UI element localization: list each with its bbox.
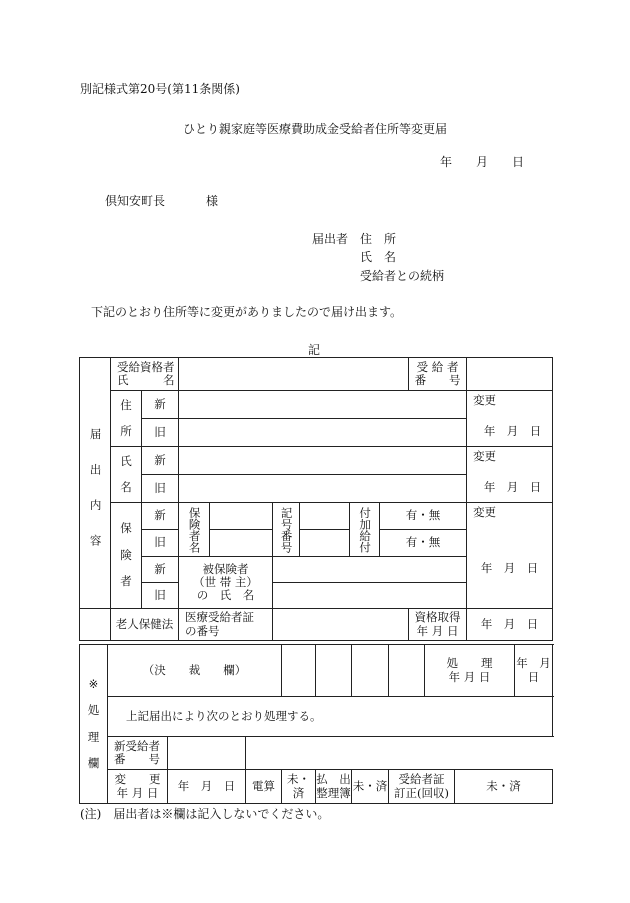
recipient-number-field[interactable] (467, 358, 553, 391)
change-date-label: 変 更 年 月 日 (108, 770, 168, 804)
name-change-cell (467, 447, 553, 503)
applicant-name-label: 氏 名 (360, 250, 397, 264)
cert-fix-status[interactable]: 未・済 (455, 770, 553, 804)
recipient-name-field[interactable] (179, 358, 409, 391)
section-label-cell (80, 391, 111, 609)
honorific: 様 (206, 194, 219, 208)
applicant-relation-label: 受給者との続柄 (360, 269, 445, 283)
cert-fix-label: 受給者証 訂正(回収) (389, 770, 455, 804)
blank-corner (80, 358, 111, 391)
form-title: ひとり親家庭等医療費助成金受給者住所等変更届 (183, 122, 448, 136)
insured-new-field[interactable] (273, 557, 467, 583)
office-use-label: ※ 処 理 欄 (80, 645, 108, 804)
dependents-label: 付加給付 (358, 506, 373, 553)
symbol-number-label: 記号番号 (279, 506, 294, 553)
insurer-change-label: 変更 (467, 503, 553, 530)
dependents-new-yesno[interactable]: 有・無 (380, 503, 467, 530)
medical-cert-field[interactable] (273, 609, 409, 641)
addressee: 倶知安町長 (105, 194, 166, 208)
address-old-label: 旧 (142, 419, 179, 447)
insurer-name-label-cell (179, 503, 210, 557)
insurer-name-new-field[interactable] (210, 503, 273, 530)
ki-heading: 記 (308, 343, 321, 357)
change-date: 年 月 日 (168, 770, 246, 804)
qualification-date: 年 月 日 (467, 609, 553, 641)
address-change-date: 年 月 日 (483, 424, 542, 439)
calc-label: 電算 (246, 770, 282, 804)
form-number: 別記様式第20号(第11条関係) (80, 82, 240, 96)
dependents-old-yesno[interactable]: 有・無 (380, 530, 467, 557)
address-change-label: 変更 (473, 393, 497, 407)
submission-date: 年 月 日 (440, 155, 525, 169)
applicant-label: 届出者 (312, 232, 349, 246)
name-change-date: 年 月 日 (483, 480, 542, 495)
decision-stamp-4[interactable] (389, 645, 425, 697)
address-new-field[interactable] (179, 391, 467, 419)
name-new-label: 新 (142, 447, 179, 475)
address-old-field[interactable] (179, 419, 467, 447)
insured-new-label: 新 (142, 557, 179, 583)
process-date-label: 処 理 年 月 日 (425, 645, 515, 697)
symbol-number-old-field[interactable] (300, 530, 350, 557)
name-new-field[interactable] (179, 447, 467, 475)
blank-left-bottom (80, 609, 111, 641)
insurer-new-label: 新 (142, 503, 179, 530)
address-change-cell (467, 391, 553, 447)
payment-register-label: 払 出 整理簿 (316, 770, 352, 804)
blank-area (246, 737, 553, 770)
name-change-label: 変更 (473, 449, 497, 463)
decision-stamp-2[interactable] (316, 645, 352, 697)
recipient-number-label: 受 給 者 番 号 (409, 358, 467, 391)
name-old-label: 旧 (142, 475, 179, 503)
address-new-label: 新 (142, 391, 179, 419)
insurer-change-date: 年 月 日 (467, 530, 553, 609)
dependents-label-cell (350, 503, 380, 557)
insured-name-label: 被保険者 （世 帯 主） の 氏 名 (179, 557, 273, 609)
intro-text: 下記のとおり住所等に変更がありましたので届け出ます。 (91, 305, 403, 319)
insurer-name-old-field[interactable] (210, 530, 273, 557)
address-label: 住 所 (111, 391, 142, 447)
insured-old-field[interactable] (273, 583, 467, 609)
elderly-law-label: 老人保健法 (111, 609, 179, 641)
section-label: 届出内容 (88, 428, 103, 571)
process-date: 年 月 日 (515, 645, 553, 697)
name-label: 氏 名 (111, 447, 142, 503)
footnote: (注) 届出者は※欄は記入しないでください。 (80, 807, 330, 821)
qualification-date-label: 資格取得 年 月 日 (409, 609, 467, 641)
office-processing-table (79, 644, 563, 804)
medical-cert-label: 医療受給者証 の番号 (179, 609, 273, 641)
notification-table (79, 357, 553, 641)
insurer-label: 保 険 者 (111, 503, 142, 609)
calc-status[interactable]: 未・済 (282, 770, 316, 804)
decision-label: （決 裁 欄） (108, 645, 282, 697)
applicant-address-label: 住 所 (360, 232, 397, 246)
payment-register-status[interactable]: 未・済 (352, 770, 389, 804)
symbol-number-new-field[interactable] (300, 503, 350, 530)
insured-old-label: 旧 (142, 583, 179, 609)
new-recipient-number-field[interactable] (168, 737, 246, 770)
insurer-name-label: 保険者名 (187, 506, 202, 553)
processing-note: 上記届出により次のとおり処理する。 (108, 697, 553, 737)
decision-stamp-3[interactable] (352, 645, 389, 697)
symbol-number-label-cell (273, 503, 300, 557)
name-old-field[interactable] (179, 475, 467, 503)
decision-stamp-1[interactable] (282, 645, 316, 697)
recipient-name-label: 受給資格者 氏 名 (111, 358, 179, 391)
new-recipient-number-label: 新受給者 番 号 (108, 737, 168, 770)
insurer-old-label: 旧 (142, 530, 179, 557)
